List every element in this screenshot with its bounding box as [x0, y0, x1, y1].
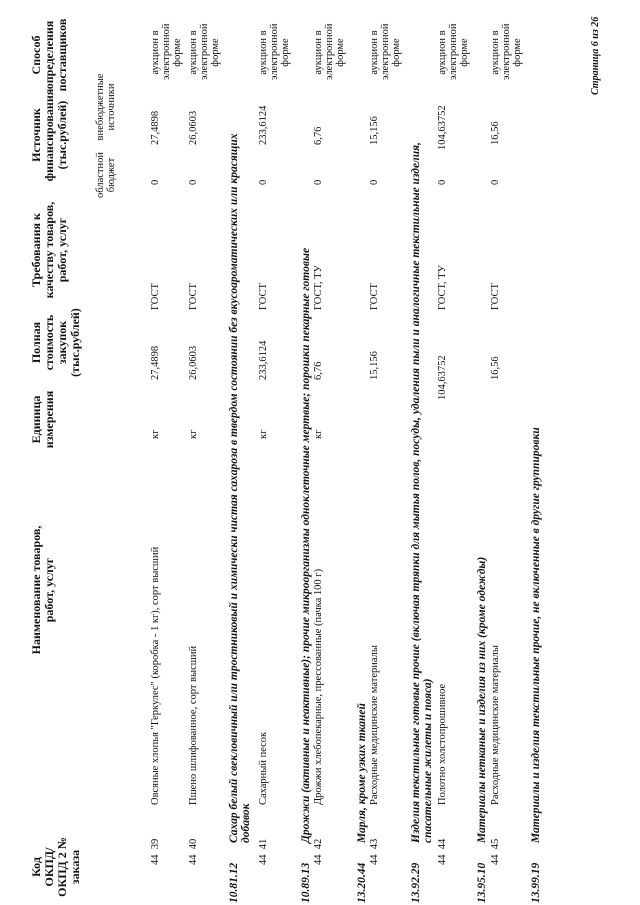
row-quality: ГОСТ [258, 283, 269, 310]
row-cost: 104,63752 [437, 355, 448, 400]
row-extra: 16,56 [490, 121, 501, 145]
row-method: аукцион в электронной форме [150, 23, 183, 80]
row-name: Дрожжи хлебопекарные, прессованные (пачка 100 г) [313, 568, 324, 805]
header-financing: Источник финансирования (тыс.рублей) [29, 88, 69, 182]
row-quality: ГОСТ [188, 283, 199, 310]
header-full-cost: Полная стоимость закупок (тыс.рублей) [29, 308, 82, 377]
row-unit: кг [258, 429, 269, 439]
row-name: Овсяные хлопья "Геркулес" (коробка - 1 кг), сорт высший [150, 546, 161, 805]
group-code: 10.81.12 [228, 862, 240, 903]
row-regional: 0 [150, 179, 161, 185]
group-name: Изделия текстильные готовые прочие (включая тряпки для мытья полов, посуды, удаления пыли и аналогичные текстильные изделия, спасательные жилеты и пояса) [410, 142, 434, 843]
group-code: 13.99.19 [530, 862, 542, 903]
page-number: Страница 6 из 26 [590, 16, 601, 95]
group-code: 13.95.10 [476, 862, 488, 903]
row-method: аукцион в электронной форме [188, 23, 221, 80]
row-name: Расходные медицинские материалы [369, 645, 380, 805]
row-unit: кг [150, 429, 161, 439]
group-name: Материалы нетканые и изделия из них (кроме одежды) [476, 556, 488, 843]
group-name: Материалы и изделия текстильные прочие, не включенные в другие группировки [530, 427, 542, 843]
group-name: Марля, кроме узких тканей [356, 703, 368, 843]
row-quality: ГОСТ [369, 283, 380, 310]
row-name: Расходные медицинские материалы [490, 645, 501, 805]
row-method: аукцион в электронной форме [490, 23, 523, 80]
row-cost: 6,76 [313, 361, 324, 380]
row-method: аукцион в электронной форме [258, 23, 291, 80]
row-quality: ГОСТ, ТУ [437, 265, 448, 310]
header-quality: Требования к качеству товаров, работ, услуг [29, 201, 69, 299]
group-name: Сахар белый свекловичный или тростниковый и химически чистая сахароза в твердом состоянии без вкусоароматических или красящих добавок [228, 133, 252, 843]
row-extra: 27,4898 [150, 110, 161, 145]
row-regional: 0 [188, 179, 199, 185]
row-extra: 15,156 [369, 116, 380, 145]
row-method: аукцион в электронной форме [369, 23, 402, 80]
group-code: 10.89.13 [300, 862, 312, 903]
row-cost: 27,4898 [150, 345, 161, 380]
row-cost: 233,6124 [258, 340, 269, 380]
row-extra: 6,76 [313, 126, 324, 145]
row-name: Пшено шлифованное, сорт высший [188, 645, 199, 805]
header-financing-extra: внебюджетные источники [95, 73, 117, 141]
row-quality: ГОСТ, ТУ [313, 265, 324, 310]
row-extra: 26,0603 [188, 110, 199, 145]
row-code: 44 44 [437, 838, 448, 865]
row-code: 44 42 [313, 838, 324, 865]
row-cost: 26,0603 [188, 345, 199, 380]
row-code: 44 45 [490, 838, 501, 865]
header-name: Наименование товаров, работ, услуг [29, 525, 56, 655]
row-quality: ГОСТ [490, 283, 501, 310]
row-name: Полотно холстопрошивное [437, 683, 448, 805]
row-cost: 16,56 [490, 356, 501, 380]
row-unit: кг [313, 429, 324, 439]
group-code: 13.20.44 [356, 862, 368, 903]
row-method: аукцион в электронной форме [437, 23, 470, 80]
row-name: Сахарный песок [258, 731, 269, 805]
row-regional: 0 [369, 179, 380, 185]
row-unit: кг [188, 429, 199, 439]
header-method: Способ определения поставщиков [29, 18, 69, 92]
row-regional: 0 [313, 179, 324, 185]
row-code: 44 39 [150, 838, 161, 865]
group-code: 13.92.29 [410, 862, 422, 903]
group-name: Дрожжи (активные и неактивные); прочие микроорганизмы одноклеточные мертвые; порошки пекарные готовые [300, 247, 312, 843]
header-financing-regional: областной бюджет [95, 152, 117, 198]
header-unit: Единица измерения [29, 390, 56, 449]
row-code: 44 40 [188, 838, 199, 865]
row-code: 44 41 [258, 838, 269, 865]
row-cost: 15,156 [369, 351, 380, 380]
row-extra: 233,6124 [258, 105, 269, 145]
row-regional: 0 [437, 179, 448, 185]
row-regional: 0 [490, 179, 501, 185]
row-extra: 104,63752 [437, 105, 448, 150]
row-regional: 0 [258, 179, 269, 185]
row-code: 44 43 [369, 838, 380, 865]
header-code: Код ОКПД/ ОКПД 2 № заказа [29, 837, 82, 897]
row-quality: ГОСТ [150, 283, 161, 310]
row-method: аукцион в электронной форме [313, 23, 346, 80]
